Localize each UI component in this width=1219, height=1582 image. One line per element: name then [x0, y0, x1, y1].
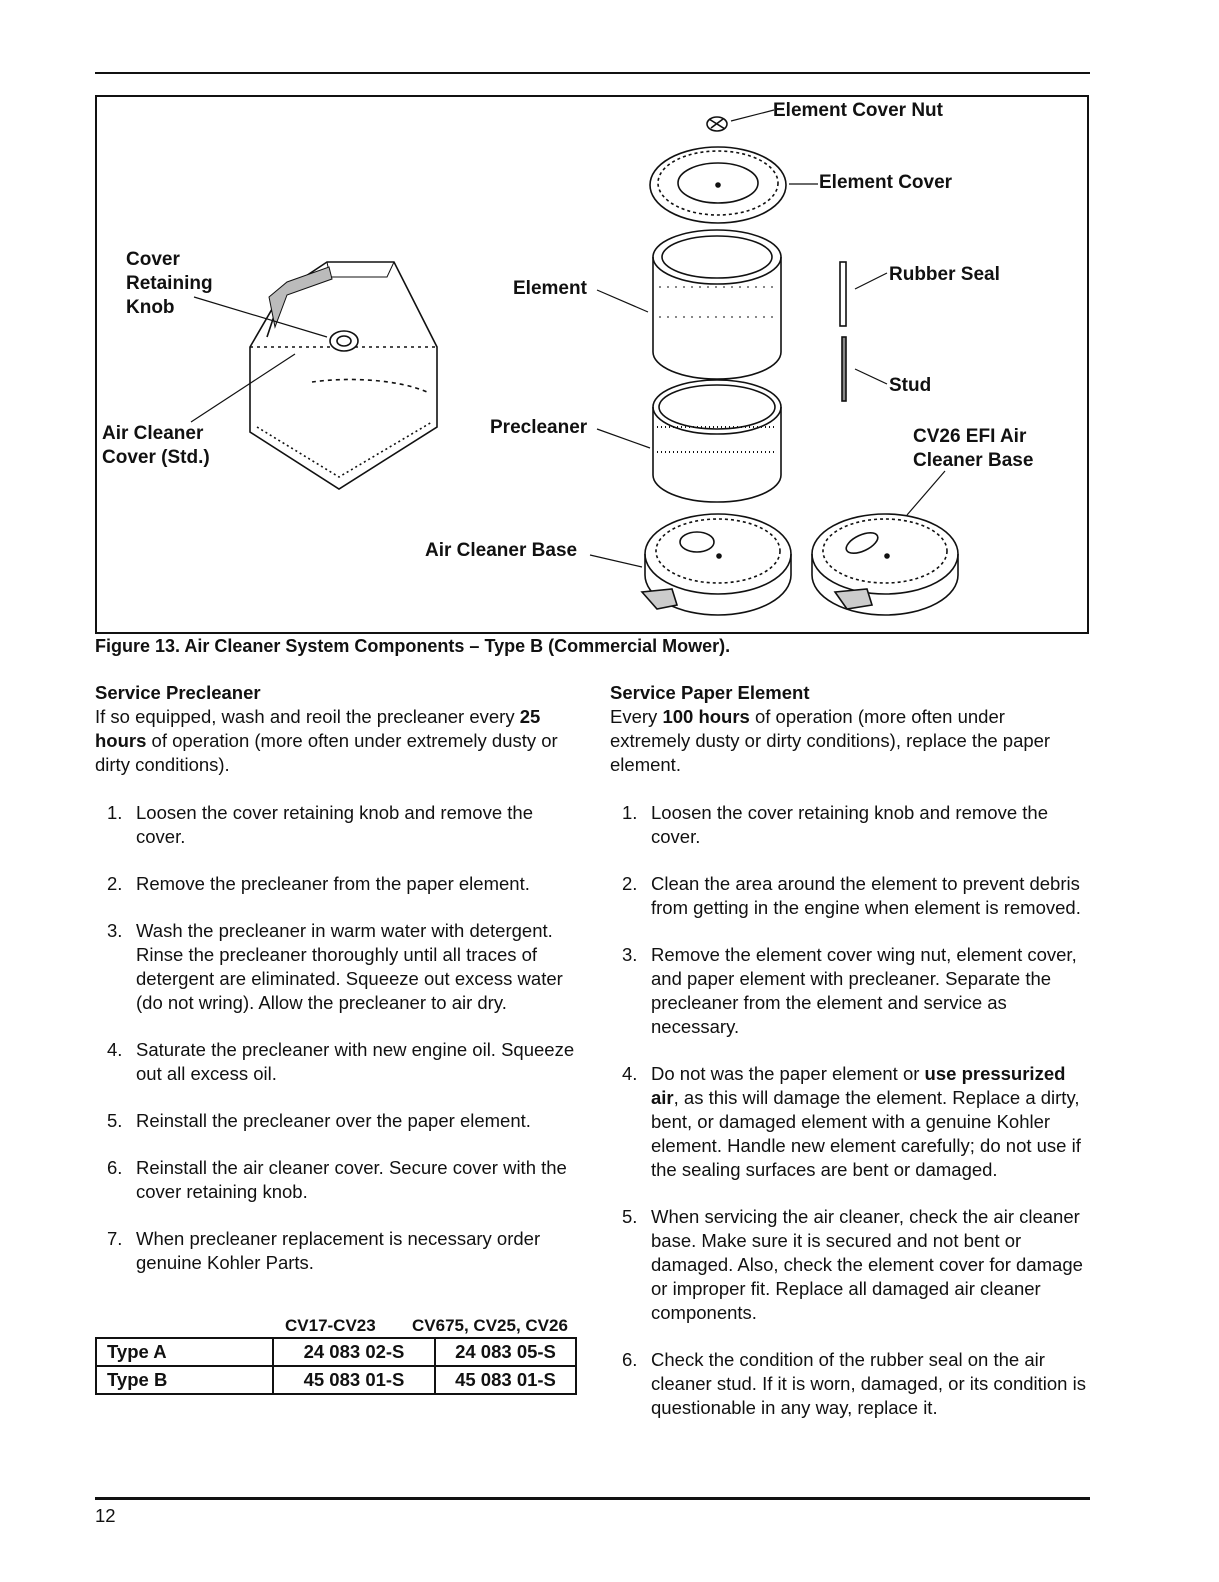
label-precleaner: Precleaner	[490, 417, 588, 438]
list-item: 6. Reinstall the air cleaner cover. Secure cover with the cover retaining knob.	[107, 1157, 567, 1202]
column-header-cv675-cv25-cv26: CV675, CV25, CV26	[412, 1316, 568, 1335]
service-precleaner-section	[95, 681, 580, 1298]
label-element-cover-nut: Element Cover Nut	[773, 100, 943, 121]
figure-13-diagram	[95, 95, 1089, 634]
list-item: 3. Wash the precleaner in warm water with detergent. Rinse the precleaner thoroughly until all traces of detergent are eliminated. Squeeze out excess water (do not wring). Allow the precleaner to air dry.	[107, 920, 563, 1013]
section-title: Service Precleaner	[95, 682, 261, 703]
list-item: 1. Loosen the cover retaining knob and remove the cover.	[622, 802, 1048, 847]
label-stud: Stud	[889, 375, 932, 396]
label-cv26-efi-base: CV26 EFI Air Cleaner Base	[913, 426, 1034, 471]
label-element-cover: Element Cover	[819, 172, 953, 193]
list-item: 6. Check the condition of the rubber seal on the air cleaner stud. If it is worn, damaged, or its condition is questionable in any way, replace it.	[622, 1349, 1086, 1418]
precleaner-drawing	[653, 380, 781, 502]
list-item: 4. Do not was the paper element or use pressurized air, as this will damage the element. Replace a dirty, bent, or damaged element with a genuine Kohler element. Handle new element carefully; do not use if the sealing surfaces are bent or damaged.	[622, 1063, 1081, 1180]
figure-caption: Figure 13. Air Cleaner System Components – Type B (Commercial Mower).	[95, 636, 731, 656]
paper-element-steps	[610, 801, 1088, 1420]
list-item: 2. Clean the area around the element to prevent debris from getting in the engine when element is removed.	[622, 873, 1081, 918]
list-item: 7. When precleaner replacement is necessary order genuine Kohler Parts.	[107, 1228, 541, 1273]
table-row: Type A 24 083 02-S 24 083 05-S	[96, 1338, 576, 1366]
list-item: 2. Remove the precleaner from the paper element.	[107, 873, 530, 894]
section-intro: Every 100 hours of operation (more often under extremely dusty or dirty conditions), replace the paper element.	[610, 706, 1051, 775]
page-number: 12	[95, 1505, 116, 1526]
rubber-seal-drawing	[840, 262, 846, 326]
label-air-cleaner-base: Air Cleaner Base	[425, 540, 578, 561]
list-item: 4. Saturate the precleaner with new engine oil. Squeeze out all excess oil.	[107, 1039, 575, 1084]
list-item: 3. Remove the element cover wing nut, element cover, and paper element with precleaner. Separate the precleaner from the element and service as necessary.	[622, 944, 1077, 1037]
precleaner-steps	[95, 801, 580, 1275]
label-rubber-seal: Rubber Seal	[889, 264, 1000, 285]
cv26-efi-base-drawing	[812, 514, 958, 615]
section-intro: If so equipped, wash and reoil the precleaner every 25 hours of operation (more often under extremely dusty or dirty conditions).	[95, 706, 558, 775]
list-item: 5. Reinstall the precleaner over the paper element.	[107, 1110, 531, 1131]
table-row: Type B 45 083 01-S 45 083 01-S	[96, 1366, 576, 1394]
stud-drawing	[842, 337, 846, 401]
list-item: 1. Loosen the cover retaining knob and remove the cover.	[107, 802, 533, 847]
service-paper-element-section	[610, 681, 1088, 1443]
list-item: 5. When servicing the air cleaner, check the air cleaner base. Make sure it is secured and not bent or damaged. Also, check the element cover for damage or improper fit. Replace all damaged air cleaner components.	[622, 1206, 1083, 1323]
label-element: Element	[513, 278, 587, 299]
precleaner-parts-table	[95, 1315, 577, 1395]
bottom-rule	[95, 1497, 1090, 1500]
element-drawing	[653, 230, 781, 379]
parts-table	[95, 1337, 577, 1395]
section-title: Service Paper Element	[610, 682, 810, 703]
top-rule	[95, 72, 1090, 74]
air-cleaner-cover-drawing	[250, 262, 437, 489]
air-cleaner-base-drawing	[642, 514, 791, 615]
element-cover-nut-drawing	[707, 117, 727, 131]
element-cover-drawing	[650, 147, 786, 223]
column-header-cv17-cv23: CV17-CV23	[285, 1316, 376, 1335]
table-header-row	[95, 1315, 577, 1337]
label-cover-retaining-knob: Cover Retaining Knob	[126, 249, 213, 318]
label-air-cleaner-cover: Air Cleaner Cover (Std.)	[102, 423, 210, 468]
